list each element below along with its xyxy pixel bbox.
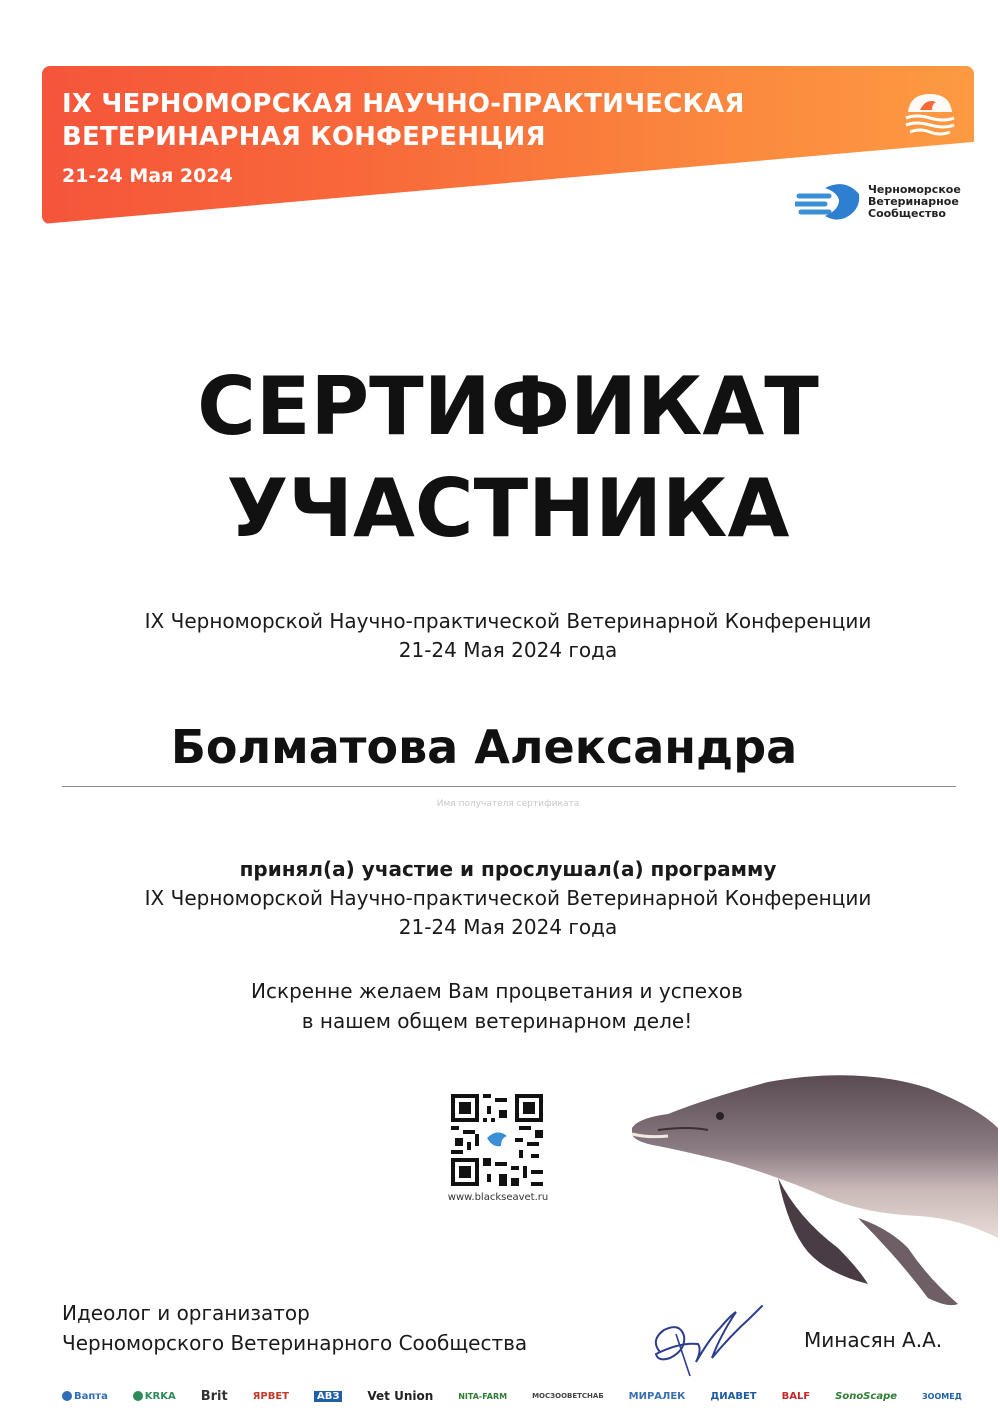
sponsor-logo: Vet Union	[367, 1389, 434, 1403]
participation-text: принял(а) участие и прослушал(а) программу	[239, 857, 777, 881]
conference-date: 21-24 Мая 2024	[62, 165, 233, 187]
conference-name: IX Черноморской Научно-практической Ветеринарной Конференции	[144, 609, 872, 633]
conference-logo-icon	[902, 88, 958, 136]
conference-title-line-2: ВЕТЕРИНАРНАЯ КОНФЕРЕНЦИЯ	[62, 122, 546, 152]
conference-dates: 21-24 Мая 2024 года	[398, 638, 618, 662]
sponsor-logo: ЯРВЕТ	[252, 1390, 289, 1402]
sponsor-logo: МОСЗООВЕТСНАБ	[532, 1392, 604, 1400]
community-name-line-2: Ветеринарное	[868, 195, 959, 208]
community-name	[868, 184, 961, 220]
sponsor-logos	[62, 1384, 962, 1408]
wish-text	[0, 976, 994, 1036]
sponsor-mark-icon	[133, 1391, 143, 1401]
sponsor-logo: Вапта	[62, 1391, 108, 1402]
sponsor-logo: ЗООМЕД	[921, 1391, 962, 1401]
signature-icon	[640, 1288, 770, 1378]
conference-title	[62, 88, 822, 154]
organizer-line-2: Черноморского Ветеринарного Сообщества	[62, 1331, 528, 1355]
organizer-block	[62, 1298, 527, 1358]
sponsor-logo: KRKA	[133, 1391, 176, 1402]
conference-name-repeat: IX Черноморской Научно-практической Ветеринарной Конференции	[144, 886, 872, 910]
community-name-line-1: Черноморское	[868, 183, 961, 196]
dolphin-icon	[628, 1068, 998, 1308]
certificate-title-line-1: СЕРТИФИКАТ	[197, 360, 819, 453]
qr-code-icon[interactable]	[451, 1094, 543, 1186]
sponsor-logo: ДИАВЕТ	[710, 1390, 757, 1402]
participation-block	[0, 857, 1000, 942]
sponsor-logo: Brit	[200, 1388, 228, 1404]
sponsor-logo: NITA-FARM	[458, 1391, 508, 1401]
conference-info-top	[0, 607, 1000, 665]
community-logo-icon	[795, 180, 865, 224]
sponsor-logo: АВЗ	[314, 1391, 342, 1402]
sponsor-mark-icon	[62, 1391, 72, 1401]
wish-line-1: Искренне желаем Вам процветания и успехов	[251, 979, 743, 1003]
website-url[interactable]: www.blackseavet.ru	[447, 1192, 549, 1203]
conference-title-line-1: IX ЧЕРНОМОРСКАЯ НАУЧНО-ПРАКТИЧЕСКАЯ	[62, 89, 745, 119]
certificate-title-line-2: УЧАСТНИКА	[226, 462, 790, 555]
certificate-title	[0, 356, 1000, 560]
conference-dates-repeat: 21-24 Мая 2024 года	[398, 915, 618, 939]
recipient-underline	[62, 786, 956, 787]
recipient-name: Болматова Александра	[170, 720, 798, 774]
sponsor-logo: SonoScape	[835, 1390, 898, 1402]
community-name-line-3: Сообщество	[868, 207, 946, 220]
wish-line-2: в нашем общем ветеринарном деле!	[301, 1009, 693, 1033]
organizer-line-1: Идеолог и организатор	[62, 1301, 310, 1325]
signer-name: Минасян А.А.	[804, 1328, 943, 1352]
sponsor-logo: BALF	[781, 1390, 811, 1402]
sponsor-logo: МИРАЛЕК	[628, 1390, 686, 1402]
recipient-caption: Имя получателя сертификата	[436, 799, 580, 809]
